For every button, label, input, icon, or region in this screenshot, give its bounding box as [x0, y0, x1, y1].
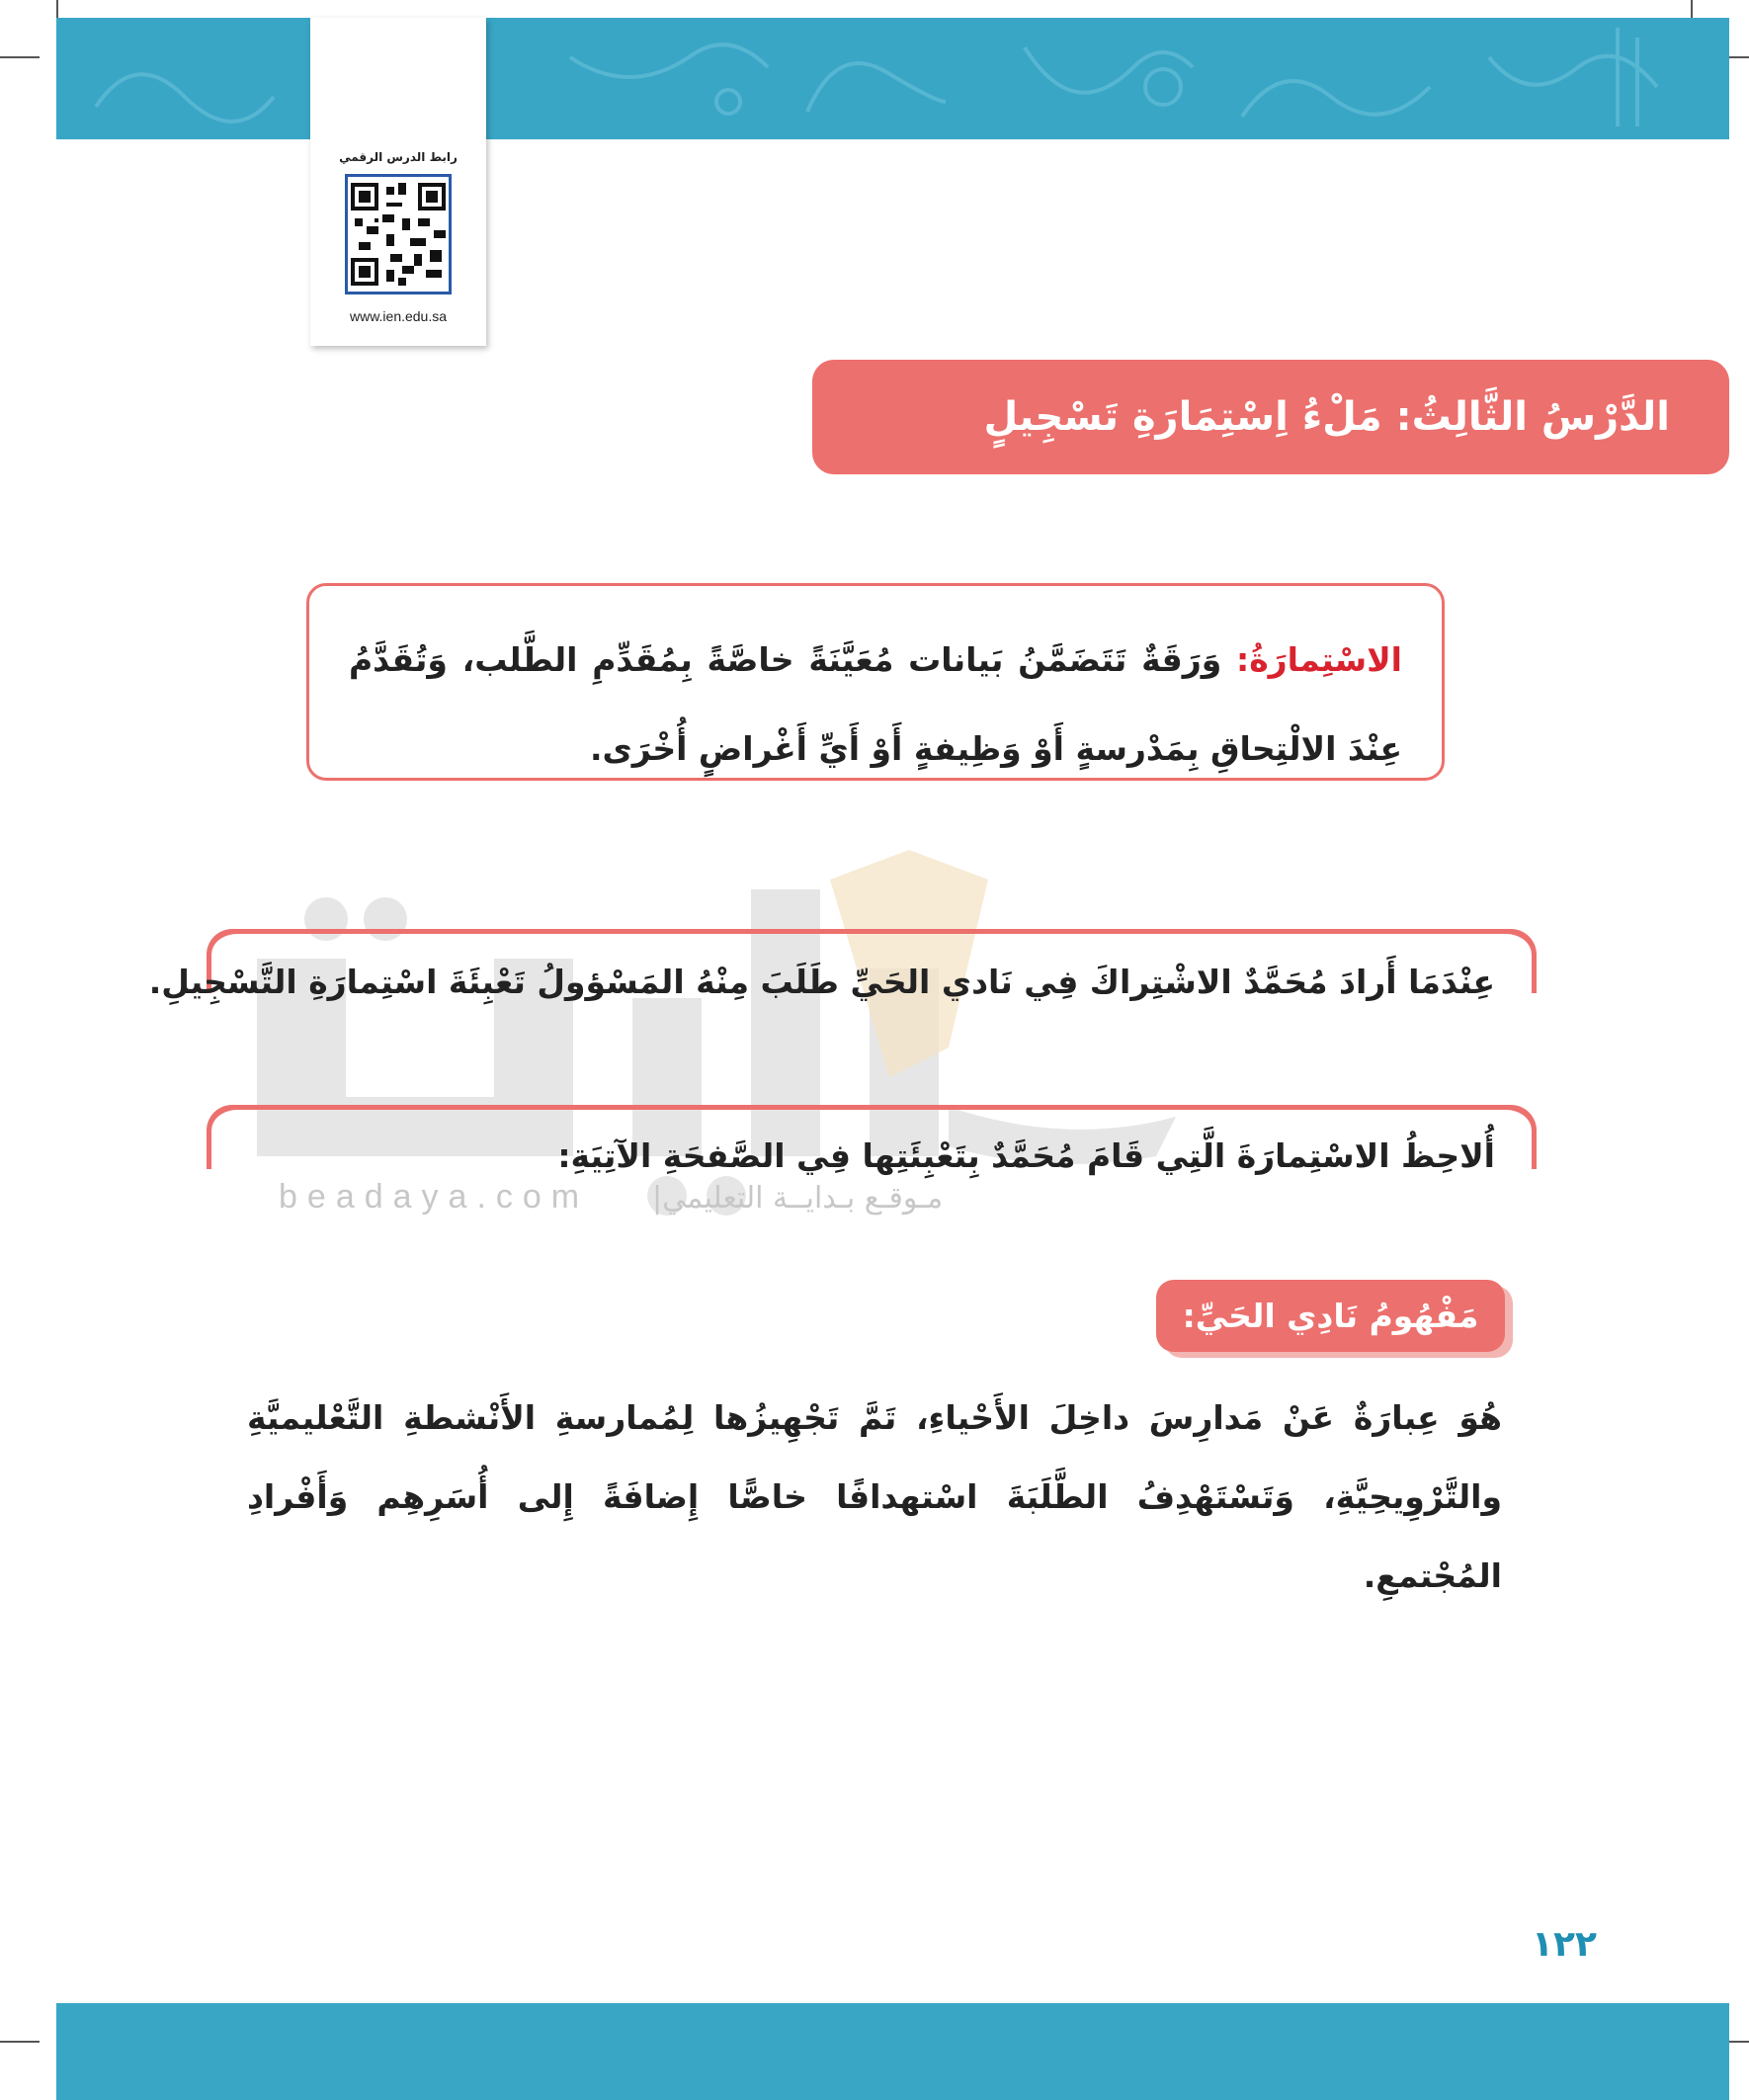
page-number: ١٢٢	[1532, 1924, 1597, 1965]
watermark-arabic: مـوقـع بـدايــة التعليمي|	[652, 1181, 944, 1216]
watermark-latin: beadaya.com	[279, 1178, 590, 1216]
qr-card[interactable]	[310, 18, 486, 346]
footer-band	[56, 2003, 1729, 2100]
qr-code-icon	[351, 182, 446, 287]
concept-body: هُوَ عِبارَةٌ عَنْ مَدارِسَ داخِلَ الأَحْياءِ، تَمَّ تَجْهِيزُها لِمُمارسةِ الأَنْشطةِ التَّعْليميَّةِ والتَّرْوِيحِيَّةِ، وَتَسْتَهْدِفُ الطَّلَبَةَ اسْتهدافًا خاصًّا إِضافَةً إِلى أُسَرِهِم وَأَفْرادِ المُجْتمعِ.	[247, 1398, 1502, 1595]
ribbon-text-2: أُلاحِظُ الاسْتِمارَةَ الَّتِي قَامَ مُحَمَّدٌ بِتَعْبِئَتِها فِي الصَّفحَةِ الآتِيَةِ:	[557, 1136, 1495, 1175]
definition-box	[306, 583, 1445, 781]
definition-term: الاسْتِمارَةُ:	[1236, 640, 1402, 679]
concept-heading-badge	[1156, 1280, 1505, 1352]
lesson-title: الدَّرْسُ الثَّالِثُ: مَلْءُ اِسْتِمَارَةِ تَسْجِيلٍ	[983, 394, 1670, 440]
qr-url[interactable]: www.ien.edu.sa	[349, 308, 448, 324]
lesson-title-banner	[812, 360, 1729, 474]
definition-text: وَرَقَةٌ تَتَضَمَّنُ بَيانات مُعَيَّنَةً خاصَّةً بِمُقَدِّمِ الطَّلب، وَتُقَدَّمُ عِنْدَ الالْتِحاقِ بِمَدْرسةٍ أَوْ وَظِيفةٍ أَوْ أَيِّ أَغْراضٍ أُخْرَى.	[349, 640, 1402, 768]
definition-paragraph	[349, 616, 1402, 794]
crop-mark	[0, 2041, 40, 2043]
concept-heading: مَفْهُومُ نَادِي الحَيِّ:	[1182, 1297, 1479, 1335]
qr-title: رابط الدرس الرقمي	[339, 150, 458, 164]
ribbon-text-1: عِنْدَمَا أَرادَ مُحَمَّدٌ الاشْتِراكَ فِي نَادي الحَيِّ طَلَبَ مِنْهُ المَسْؤولُ تَعْبِئَةَ اسْتِمارَةِ التَّسْجِيلِ.	[148, 963, 1495, 1001]
crop-mark	[0, 56, 40, 58]
qr-code[interactable]	[345, 174, 452, 294]
header-band	[56, 18, 1729, 139]
calligraphy-pattern-icon	[56, 18, 1729, 139]
